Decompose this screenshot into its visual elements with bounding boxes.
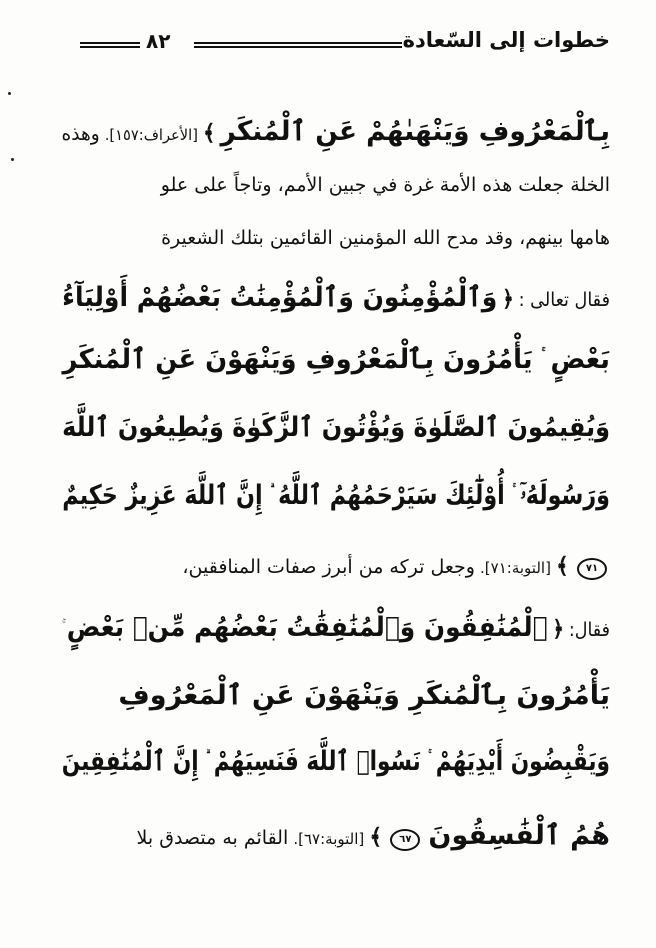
running-title: خطوات إلى السّعادة: [402, 28, 610, 52]
quran-verse: بَعْضٍ: [550, 344, 610, 375]
quran-verse: هُمُ ٱلْفَٰسِقُونَ: [428, 820, 610, 851]
text-line: [62, 480, 610, 512]
text-line: [66, 612, 610, 643]
body-text: هامها بينهم، وقد مدح الله المؤمنين القائمين بتلك الشعيرة: [161, 227, 610, 249]
body-text: القائم به متصدق بلا: [136, 827, 289, 849]
quran-verse: يَأْمُرُونَ بِٱلْمَعْرُوفِ وَيَنْهَوْنَ عَنِ ٱلْمُنكَرِ: [62, 344, 533, 375]
text-line: [62, 227, 610, 249]
margin-mark: [8, 92, 11, 95]
text-line: [62, 820, 610, 851]
quran-verse: بِٱلْمَعْرُوفِ وَيَنْهَىٰهُمْ عَنِ ٱلْمُنكَرِ: [220, 116, 611, 147]
body-text: وجعل تركه من أبرز صفات المنافقين،: [182, 556, 475, 578]
quran-verse: إِنَّ ٱلْمُنَٰفِقِينَ: [61, 746, 199, 777]
text-line: [62, 554, 610, 580]
quran-verse: ٱلْمُنَٰفِقُونَ وَٱلْمُنَٰفِقَٰتُ بَعْضُهُم مِّنۢ بَعْضٍ: [66, 612, 548, 643]
text-line: [62, 174, 610, 196]
verse-close-bracket: ﴾: [556, 554, 569, 579]
quran-verse: وَٱلْمُؤْمِنُونَ وَٱلْمُؤْمِنَٰتُ بَعْضُهُمْ أَوْلِيَآءُ: [62, 282, 498, 313]
header-rule: [80, 42, 140, 48]
quran-verse: وَيَقْبِضُونَ أَيْدِيَهُمْ: [435, 746, 610, 777]
body-text: فقال تعالى :: [518, 289, 610, 311]
header-rule: [194, 42, 402, 48]
verse-close-bracket: ﴾: [369, 825, 383, 850]
verse-reference: [التوبة:٧١].: [480, 559, 551, 577]
verse-open-bracket: ﴿: [502, 287, 514, 312]
quran-verse: يَأْمُرُونَ بِٱلْمُنكَرِ وَيَنْهَوْنَ عَنِ ٱلْمَعْرُوفِ: [118, 680, 610, 711]
text-line: [62, 680, 610, 711]
quran-verse: إِنَّ ٱللَّهَ عَزِيزٌ حَكِيمٌ: [62, 480, 263, 511]
body-text: الخلة جعلت هذه الأمة غرة في جبين الأمم، وتاجاً على علو: [160, 174, 610, 196]
page-header: [64, 28, 610, 62]
verse-reference: [التوبة:٦٧].: [293, 830, 365, 848]
body-text: فقال:: [568, 619, 610, 641]
text-line: [62, 412, 611, 443]
text-line: [62, 344, 610, 375]
text-line: [62, 282, 610, 313]
verse-reference: [الأعراف:١٥٧].: [104, 126, 198, 144]
body-text: وهذه: [61, 123, 100, 145]
ayah-number-mark: ٦٧: [390, 829, 420, 851]
margin-mark: [11, 158, 14, 161]
ayah-number-mark: ٧١: [577, 558, 607, 580]
quran-verse: نَسُوا۟ ٱللَّهَ فَنَسِيَهُمْ: [213, 746, 421, 777]
quran-verse: وَرَسُولَهُۥٓ: [520, 480, 610, 511]
text-line: [61, 746, 610, 777]
text-line: [61, 116, 611, 147]
quran-verse: وَيُقِيمُونَ ٱلصَّلَوٰةَ وَيُؤْتُونَ ٱلزَّكَوٰةَ وَيُطِيعُونَ ٱللَّهَ: [62, 412, 611, 443]
verse-open-bracket: ﴿: [552, 617, 565, 642]
verse-close-bracket: ﴾: [202, 121, 216, 146]
quran-verse: أُوْلَٰٓئِكَ سَيَرْحَمُهُمُ ٱللَّهُ: [278, 480, 505, 511]
page-number: ٨٢: [146, 29, 171, 53]
